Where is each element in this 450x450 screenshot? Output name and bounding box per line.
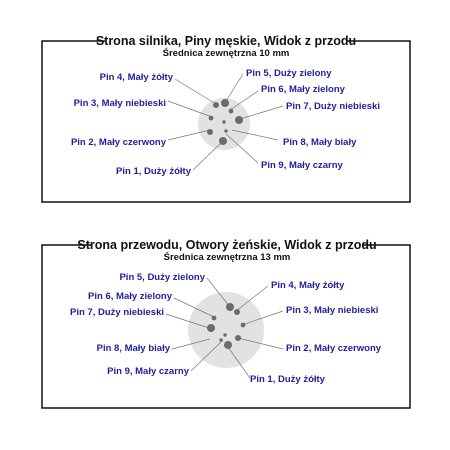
panel-subtitle: Średnica zewnętrzna 13 mm	[163, 252, 291, 263]
connector-face	[188, 292, 264, 368]
pin-3-label: Pin 3, Mały niebieski	[286, 305, 379, 316]
pin-6-label: Pin 6, Mały zielony	[261, 84, 345, 95]
pin-4-label: Pin 4, Mały żółty	[271, 280, 345, 291]
pin-5-label: Pin 5, Duży zielony	[119, 272, 205, 283]
pin-4-label: Pin 4, Mały żółty	[99, 72, 173, 83]
pin-2-label: Pin 2, Mały czerwony	[70, 137, 166, 148]
pin-6	[229, 109, 234, 114]
pin-9-label: Pin 9, Mały czarny	[261, 160, 343, 171]
pin-8-label: Pin 8, Mały biały	[96, 343, 170, 354]
pin-6-label: Pin 6, Mały zielony	[88, 291, 172, 302]
pin-3-label: Pin 3, Mały niebieski	[73, 98, 166, 109]
pin-2	[235, 335, 241, 341]
pin-3	[209, 116, 214, 121]
pin-7-label: Pin 7, Duży niebieski	[70, 307, 164, 318]
pin-1-label: Pin 1, Duży żółty	[116, 166, 191, 177]
panel-title: Strona przewodu, Otwory żeńskie, Widok z przodu	[77, 238, 377, 252]
pin-7	[235, 116, 243, 124]
pin-6	[212, 316, 217, 321]
pin-7-label: Pin 7, Duży niebieski	[286, 101, 380, 112]
pin-8	[222, 120, 225, 123]
pin-4	[234, 309, 240, 315]
pin-9-label: Pin 9, Mały czarny	[107, 366, 189, 377]
pin-1	[224, 341, 232, 349]
pin-9	[219, 338, 222, 341]
pin-5	[221, 99, 229, 107]
pin-1	[219, 137, 227, 145]
panel-cable-side	[42, 238, 410, 408]
panel-title: Strona silnika, Piny męskie, Widok z przodu	[95, 34, 357, 48]
pin-1-label: Pin 1, Duży żółty	[250, 374, 325, 385]
pin-2-label: Pin 2, Mały czerwony	[286, 343, 382, 354]
pin-5-label: Pin 5, Duży zielony	[246, 68, 332, 79]
pin-8-label: Pin 8, Mały biały	[283, 137, 357, 148]
pin-4	[213, 102, 219, 108]
pin-3	[241, 323, 246, 328]
panel-subtitle: Średnica zewnętrzna 10 mm	[162, 48, 290, 59]
pin-5	[226, 303, 234, 311]
pin-7	[207, 324, 215, 332]
panel-motor-side	[42, 34, 410, 202]
pin-2	[207, 129, 213, 135]
pin-9	[224, 129, 227, 132]
pin-8	[223, 333, 226, 336]
